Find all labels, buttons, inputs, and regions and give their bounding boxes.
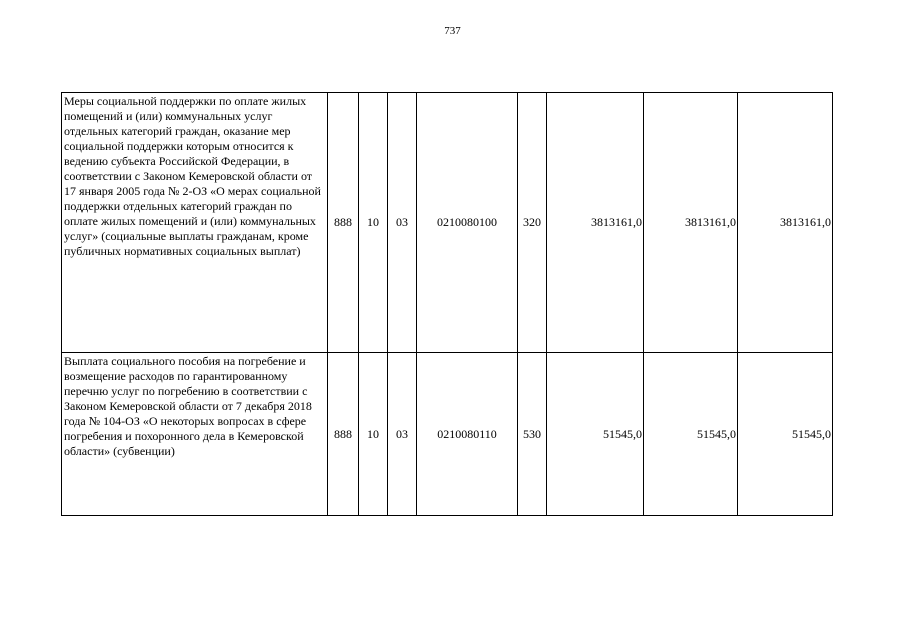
amount-year-3: 3813161,0 <box>738 93 833 353</box>
target-article-code: 0210080110 <box>417 353 518 516</box>
expense-type-code: 530 <box>518 353 547 516</box>
subsection-code: 03 <box>388 93 417 353</box>
row-description: Меры социальной поддержки по оплате жилых помещений и (или) коммунальных услуг отдельных категорий граждан, оказание мер социальной поддержки которым относится к ведению субъекта Российской Федерации, в соответствии с Законом Кемеровской области от 17 января 2005 года № 2-ОЗ «О мерах социальной поддержки отдельных категорий граждан по оплате жилых помещений и (или) коммунальных услуг» (социальные выплаты гражданам, кроме публичных нормативных социальных выплат) <box>62 93 328 353</box>
amount-year-3: 51545,0 <box>738 353 833 516</box>
table-row <box>62 353 833 516</box>
amount-year-2: 3813161,0 <box>644 93 738 353</box>
amount-year-1: 3813161,0 <box>547 93 644 353</box>
ministry-code: 888 <box>328 353 359 516</box>
section-code: 10 <box>359 353 388 516</box>
row-description: Выплата социального пособия на погребение и возмещение расходов по гарантированному перечню услуг по погребению в соответствии с Законом Кемеровской области от 7 декабря 2018 года № 104-ОЗ «О некоторых вопросах в сфере погребения и похоронного дела в Кемеровской области» (субвенции) <box>62 353 328 516</box>
expense-type-code: 320 <box>518 93 547 353</box>
amount-year-2: 51545,0 <box>644 353 738 516</box>
subsection-code: 03 <box>388 353 417 516</box>
table-row <box>62 93 833 353</box>
target-article-code: 0210080100 <box>417 93 518 353</box>
section-code: 10 <box>359 93 388 353</box>
page-number: 737 <box>444 25 461 37</box>
ministry-code: 888 <box>328 93 359 353</box>
budget-table <box>61 92 833 516</box>
amount-year-1: 51545,0 <box>547 353 644 516</box>
